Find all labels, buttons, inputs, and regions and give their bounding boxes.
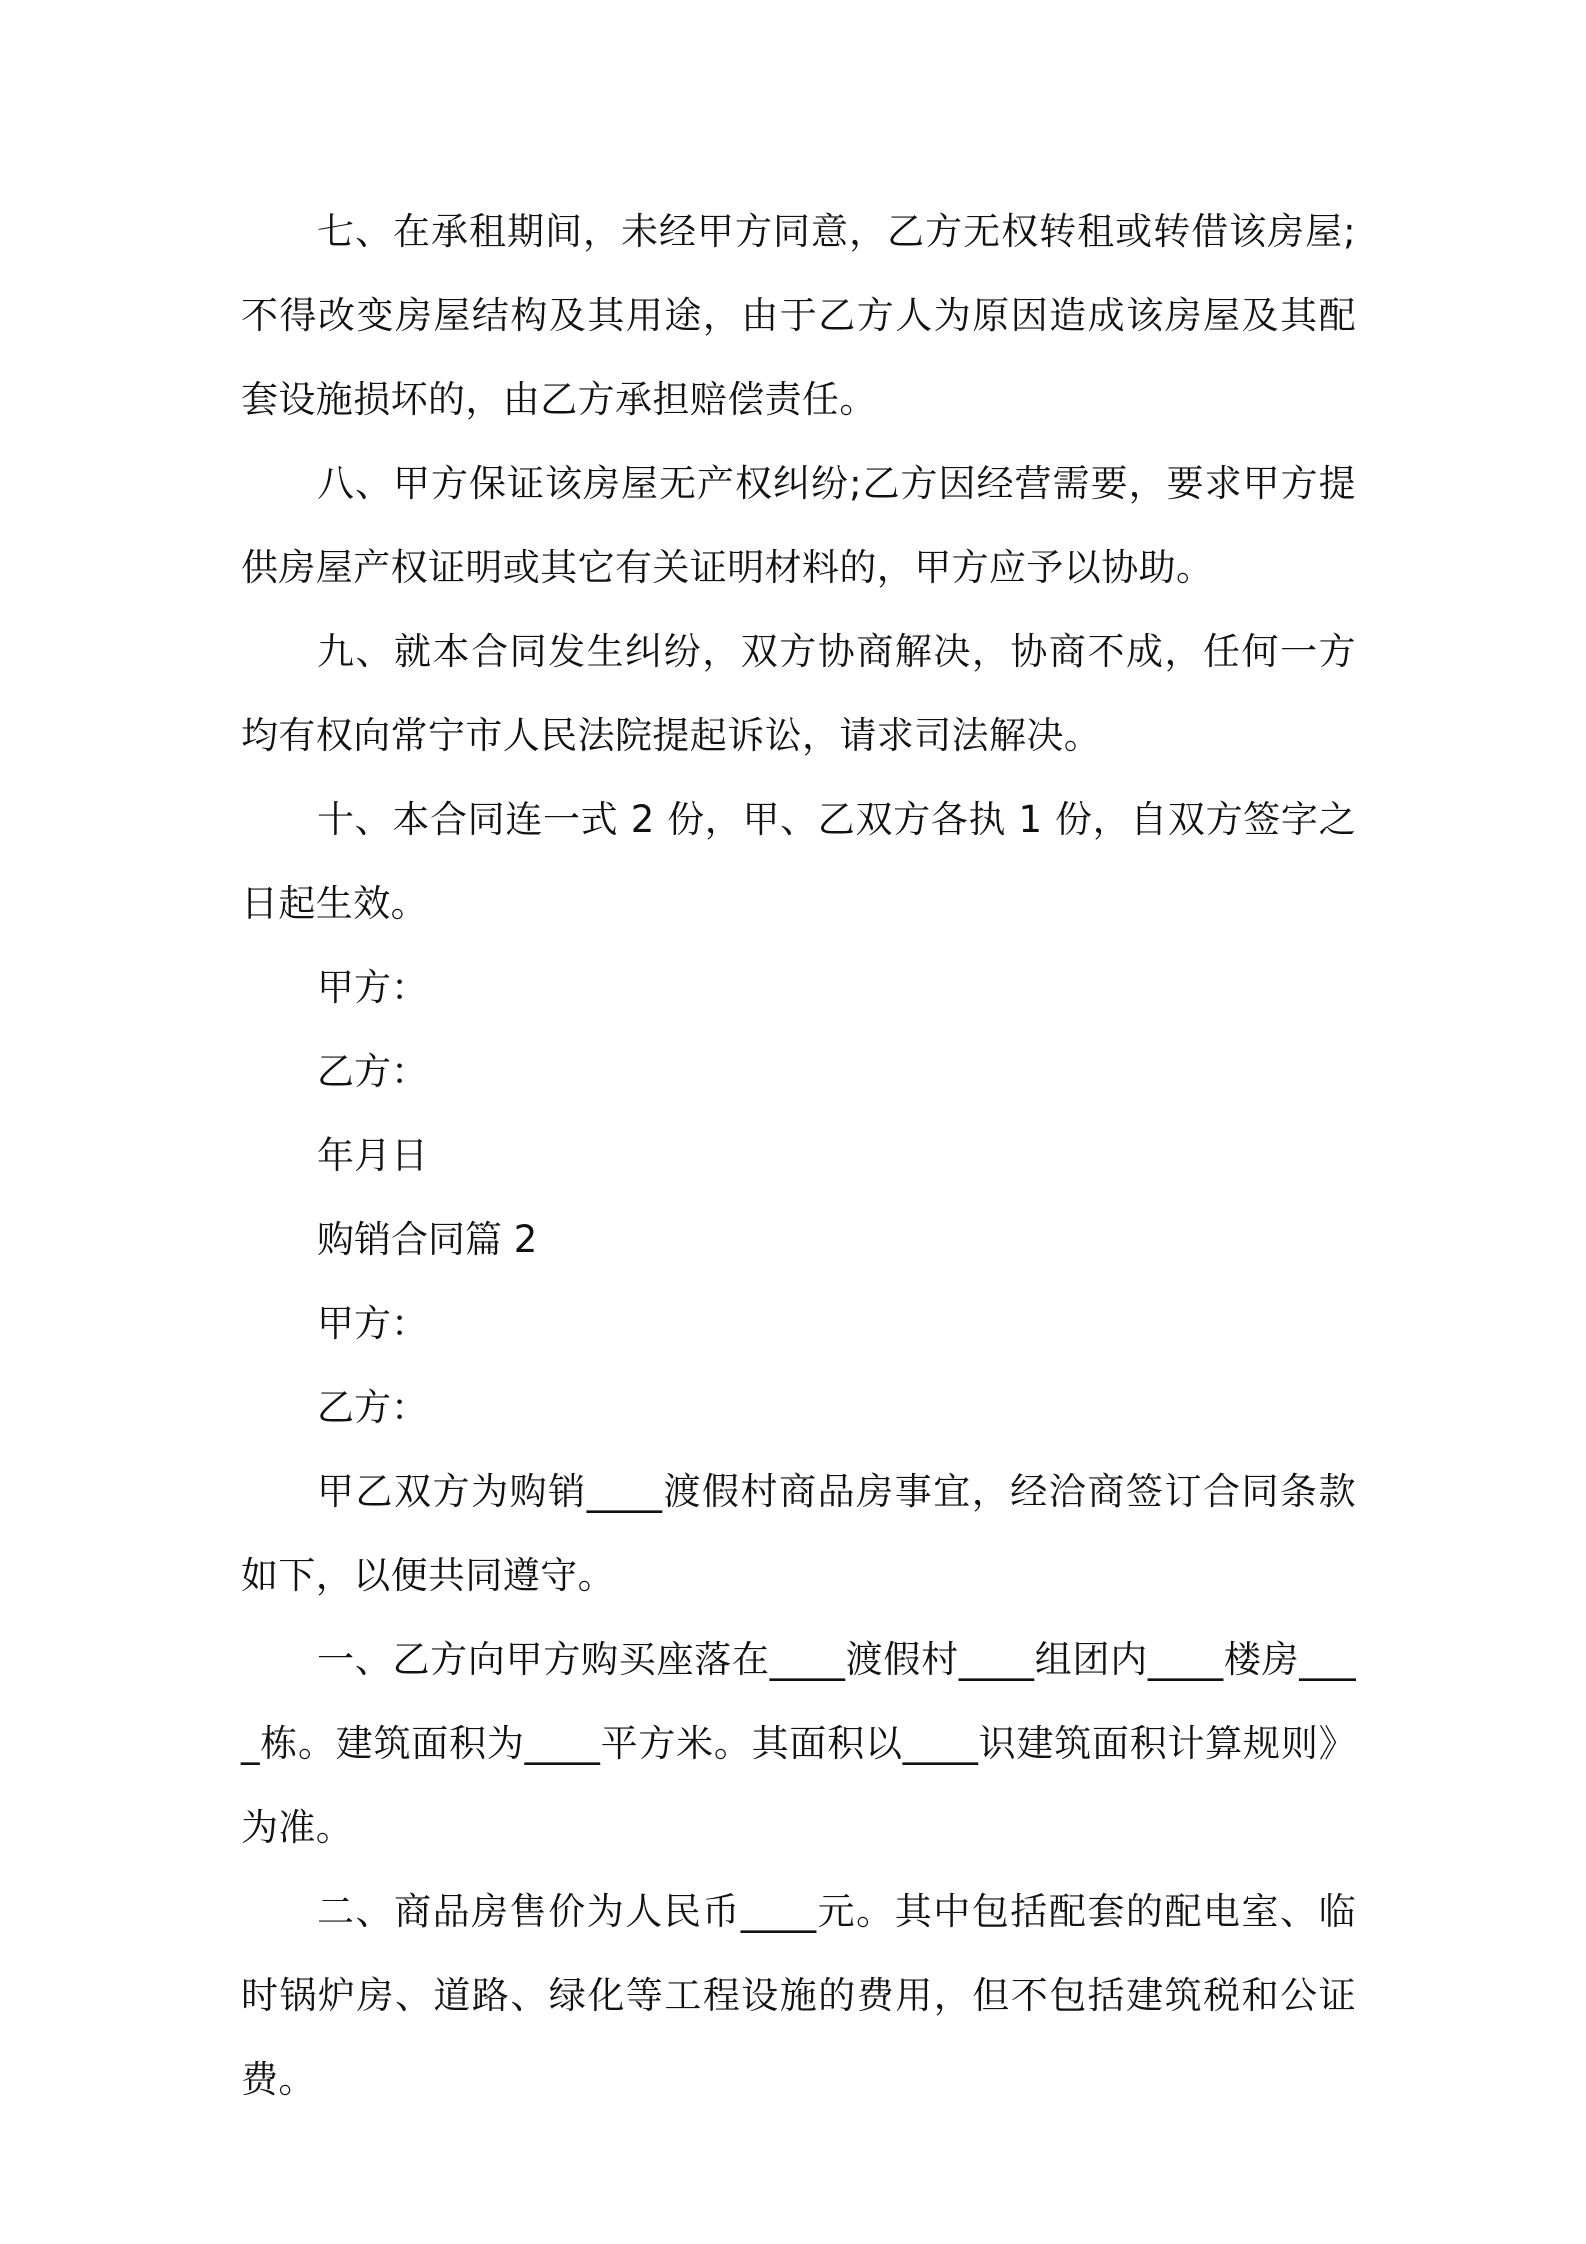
party-b-label: 乙方： bbox=[317, 1386, 428, 1429]
article-2-paragraph: 二、商品房售价为人民币____元。其中包括配套的配电室、临时锅炉房、道路、绿化等工程设施的费用，但不包括建筑税和公证费。 bbox=[241, 1890, 1356, 2101]
article-1-paragraph: 一、乙方向甲方购买座落在____渡假村____组团内____楼房____栋。建筑面积为____平方米。其面积以____识建筑面积计算规则》为准。 bbox=[241, 1638, 1356, 1849]
intro-paragraph: 甲乙双方为购销____渡假村商品房事宜，经洽商签订合同条款如下，以便共同遵守。 bbox=[241, 1470, 1356, 1597]
clause-9-paragraph: 九、就本合同发生纠纷，双方协商解决，协商不成，任何一方均有权向常宁市人民法院提起诉讼，请求司法解决。 bbox=[241, 630, 1356, 757]
clause-8-paragraph: 八、甲方保证该房屋无产权纠纷;乙方因经营需要，要求甲方提供房屋产权证明或其它有关证明材料的，甲方应予以协助。 bbox=[241, 462, 1356, 589]
document-body bbox=[241, 190, 1356, 2122]
clause-10-paragraph: 十、本合同连一式 2 份，甲、乙双方各执 1 份，自双方签字之日起生效。 bbox=[241, 798, 1356, 925]
party-a-label: 甲方： bbox=[317, 1302, 428, 1345]
party-b-signature-line: 乙方： bbox=[317, 1050, 428, 1093]
section-title: 购销合同篇 2 bbox=[317, 1218, 538, 1261]
date-line: 年月日 bbox=[317, 1134, 428, 1177]
clause-7-paragraph: 七、在承租期间，未经甲方同意，乙方无权转租或转借该房屋;不得改变房屋结构及其用途，由于乙方人为原因造成该房屋及其配套设施损坏的，由乙方承担赔偿责任。 bbox=[241, 210, 1356, 421]
party-a-signature-line: 甲方： bbox=[317, 966, 428, 1009]
